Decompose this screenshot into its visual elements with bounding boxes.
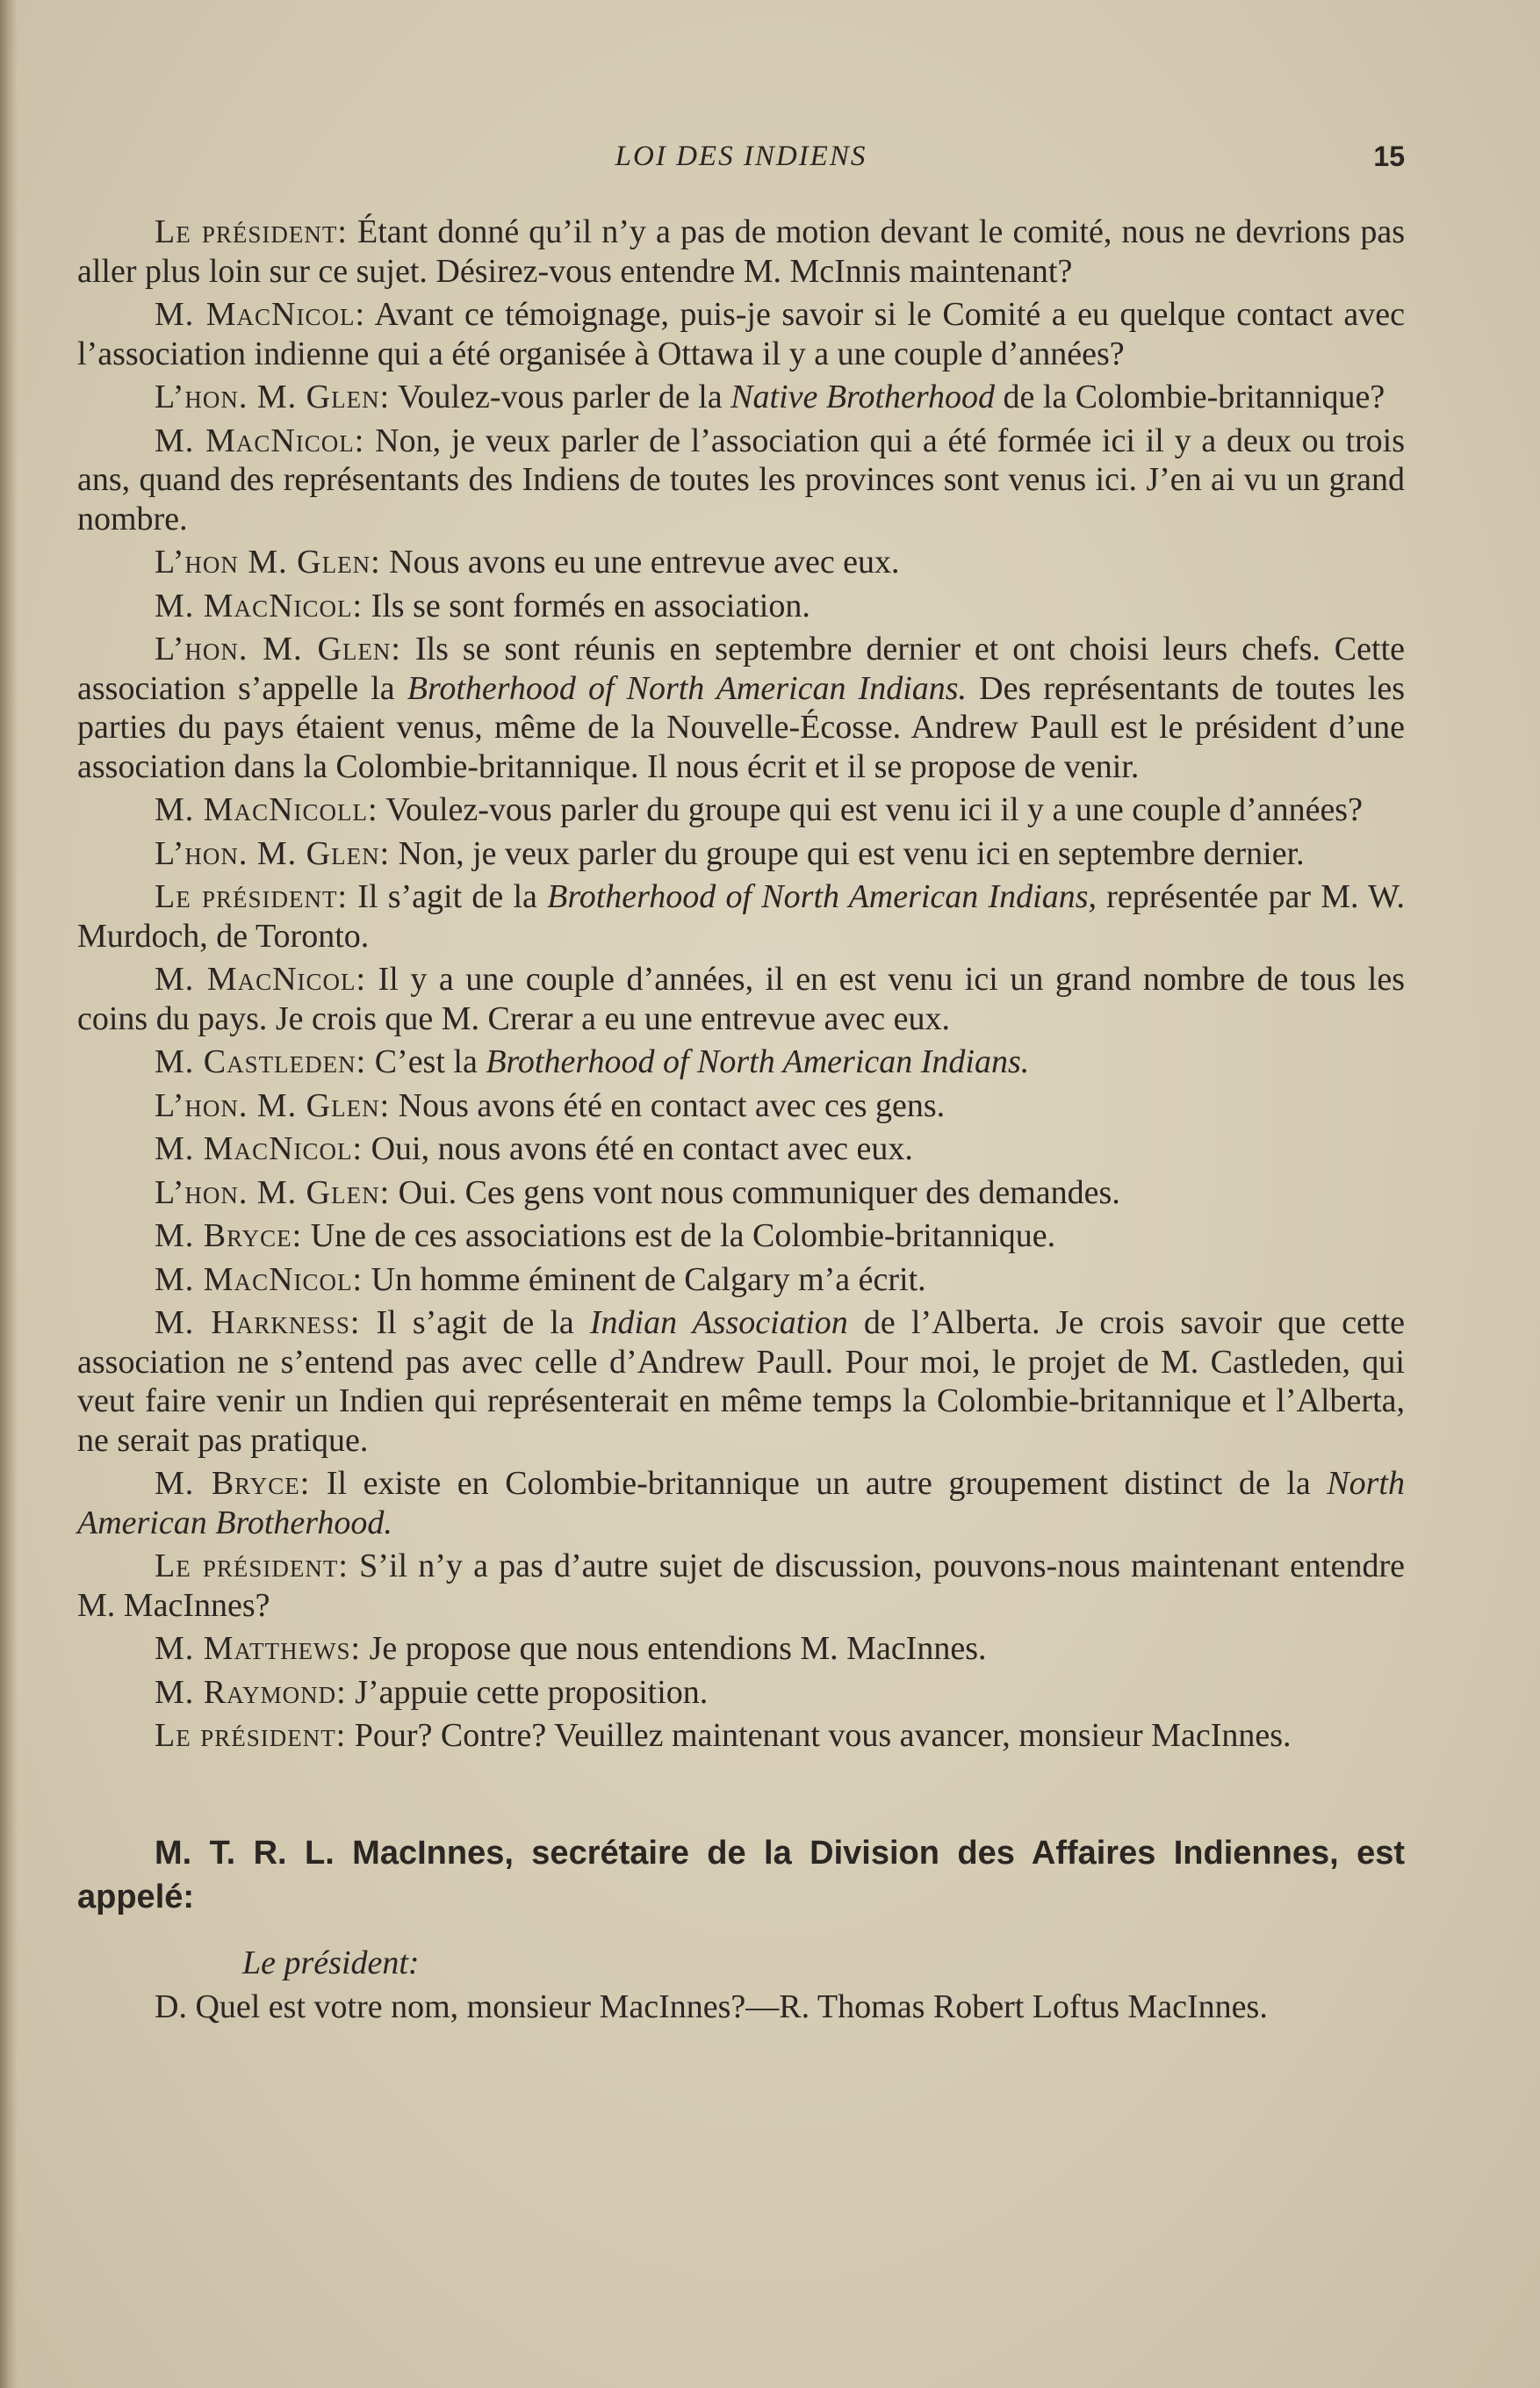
speaker-name: L’hon. M. Glen: [155,631,401,667]
paragraph-text: Avant ce témoignage, puis-je savoir si le Comité a eu quelque contact avec l’association indienne qui a été organisée à Ottawa il y a une couple d’années? [77,296,1406,372]
paragraph-text: Ils se sont formés en association. [371,587,810,624]
paragraph-text: Il y a une couple d’années, il en est venu ici un grand nombre de tous les coins du pays. Je crois que M. Crerar a eu une entrevue avec eux. [77,961,1406,1037]
question-answer: D. Quel est votre nom, monsieur MacInnes?—R. Thomas Robert Loftus MacInnes. [155,1988,1268,2025]
speaker-name: M. Castleden: [155,1043,367,1080]
italic-title: Brotherhood of North American Indians, [547,878,1097,915]
italic-title: Brotherhood of North American Indians. [407,669,968,707]
transcript-paragraph [77,1260,1405,1300]
paragraph-text: Voulez-vous parler de la [397,379,731,415]
page-binding-edge [0,0,18,2388]
paragraph-text: C’est la [374,1043,486,1080]
transcript-paragraph [77,213,1405,291]
speaker-name: M. Matthews: [155,1630,362,1667]
transcript-paragraph [77,1216,1405,1256]
transcript-paragraph [77,1042,1405,1082]
italic-title: Brotherhood of North American Indians. [486,1043,1030,1080]
transcript-paragraph [77,1716,1405,1756]
speaker-name: M. MacNicol: [155,587,363,624]
paragraph-text: Étant donné qu’il n’y a pas de motion devant le comité, nous ne devrions pas aller plus loin sur ce sujet. Désirez-vous entendre M. McInnis maintenant? [77,213,1405,290]
transcript-paragraph [77,1173,1405,1213]
paragraph-text: de la Colombie-britannique? [994,379,1385,415]
speaker-name: Le président: [155,878,349,915]
paragraph-text: Oui, nous avons été en contact avec eux. [371,1130,913,1167]
italic-title: North American Brotherhood. [77,1465,1405,1541]
paragraph-text: représentée par M. W. Murdoch, de Toronto. [77,878,1405,955]
paragraph-text: Un homme éminent de Calgary m’a écrit. [371,1260,926,1298]
transcript-paragraph [77,834,1405,874]
transcript-paragraph [77,587,1405,626]
paragraph-text: Nous avons été en contact avec ces gens. [398,1086,946,1124]
page-number: 15 [1373,141,1405,172]
transcript-paragraph [77,1129,1405,1169]
speaker-name: L’hon. M. Glen: [155,834,391,872]
paragraph-text: Non, je veux parler de l’association qui a été formée ici il y a deux ou trois ans, quand des représentants des Indiens de toutes les provinces sont venus ici. J’en ai vu un grand nombre. [77,422,1405,537]
transcript-paragraph [77,1464,1405,1542]
transcript-paragraph [77,630,1405,786]
speaker-name: M. MacNicol: [155,1260,363,1298]
running-title: LOI DES INDIENS [615,141,867,172]
paragraph-text: J’appuie cette proposition. [355,1673,709,1711]
speaker-name: M. Bryce: [155,1217,303,1254]
speaker-name: Le président: [155,213,348,250]
transcript-paragraph [77,877,1405,956]
speaker-name: M. MacNicol: [155,422,365,459]
transcript-paragraph [77,1547,1405,1625]
paragraph-text: Des représentants de toutes les parties du pays étaient venus, même de la Nouvelle-Écosse. Andrew Paull est le président d’une association dans la Colombie-britannique. Il nous écrit et il se propose de venir. [77,669,1405,785]
paragraph-text: Non, je veux parler du groupe qui est venu ici en septembre dernier. [398,834,1305,872]
transcript [77,213,1405,1756]
speaker-name: M. MacNicol: [155,1130,363,1167]
paragraph-text: Il s’agit de la [376,1304,590,1341]
italic-title: Native Brotherhood [730,379,995,415]
speaker-name: M. Bryce: [155,1465,311,1502]
paragraph-text: Je propose que nous entendions M. MacInnes. [369,1630,987,1667]
paragraph-text: Oui. Ces gens vont nous communiquer des demandes. [398,1173,1120,1211]
speaker-name: Le président: [155,1717,347,1754]
speaker-name: M. Raymond: [155,1673,347,1711]
speaker-name: L’hon. M. Glen: [155,1173,391,1211]
examiner-label: Le président: [242,1944,420,1981]
transcript-paragraph [77,1086,1405,1126]
speaker-name: L’hon. M. Glen: [155,1086,391,1124]
transcript-paragraph [77,543,1405,582]
paragraph-text: Voulez-vous parler du groupe qui est venu ici il y a une couple d’années? [385,791,1363,828]
paragraph-text: Une de ces associations est de la Colombie-britannique. [310,1217,1056,1254]
italic-title: Indian Association [589,1304,848,1341]
transcript-paragraph [77,1673,1405,1713]
witness-heading: M. T. R. L. MacInnes, secrétaire de la Division des Affaires Indiennes, est appelé: [77,1834,1405,1915]
transcript-paragraph [77,295,1405,373]
transcript-paragraph [77,1629,1405,1669]
document-page [77,132,1405,2031]
speaker-name: M. Harkness: [155,1304,361,1341]
paragraph-text: S’il n’y a pas d’autre sujet de discussion, pouvons-nous maintenant entendre M. MacInnes? [77,1548,1405,1624]
speaker-name: M. MacNicoll: [155,791,378,828]
paragraph-text: Il existe en Colombie-britannique un autre groupement distinct de la [326,1465,1328,1502]
paragraph-text: Nous avons eu une entrevue avec eux. [389,544,900,581]
page-header [77,132,1405,184]
transcript-paragraph [77,1303,1405,1460]
speaker-name: M. MacNicol: [155,961,367,998]
transcript-paragraph [77,960,1405,1038]
speaker-name: L’hon. M. Glen: [155,379,391,415]
paragraph-text: Ils se sont réunis en septembre dernier et ont choisi leurs chefs. Cette association s’appelle la [77,631,1405,707]
transcript-paragraph [77,790,1405,830]
speaker-name: L’hon M. Glen: [155,544,381,581]
transcript-paragraph [77,422,1405,539]
speaker-name: Le président: [155,1548,349,1584]
transcript-paragraph [77,378,1405,417]
speaker-name: M. MacNicol: [155,296,366,333]
paragraph-text: de l’Alberta. Je crois savoir que cette association ne s’entend pas avec celle d’Andrew Paull. Pour moi, le projet de M. Castleden, qui veut faire venir un Indien qui représenterait en même temps la Colombie-britannique et l’Alberta, ne serait pas pratique. [77,1304,1405,1459]
paragraph-text: Il s’agit de la [357,878,548,915]
paragraph-text: Pour? Contre? Veuillez maintenant vous avancer, monsieur MacInnes. [354,1717,1292,1754]
